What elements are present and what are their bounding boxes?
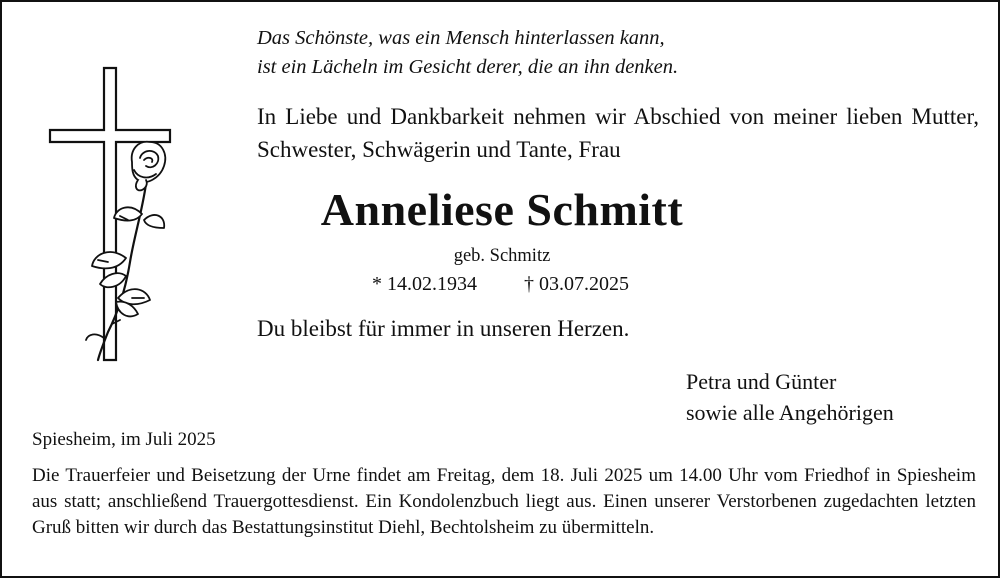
service-details: Die Trauerfeier und Beisetzung der Urne findet am Freitag, dem 18. Juli 2025 um 14.00 Uhr vom Friedhof in Spiesheim aus statt; anschließend Trauergottesdienst. Ein Kondolenzbuch liegt aus. Einen unserer Verstorbenen zugedachten letzten Gruß bitten wir durch das Bestattungsinstitut Diehl, Bechtolsheim zu übermitteln. — [32, 465, 976, 538]
family-line-1: Petra und Günter — [686, 369, 837, 394]
family-line-2: sowie alle Angehörigen — [686, 400, 894, 425]
place-and-date: Spiesheim, im Juli 2025 — [32, 429, 216, 450]
motto-line-1: Das Schönste, was ein Mensch hinterlassen kann, — [257, 27, 665, 49]
farewell-line: Du bleibst für immer in unseren Herzen. — [257, 316, 630, 341]
motto-quote — [257, 24, 678, 82]
birth-date: * 14.02.1934 — [372, 273, 477, 295]
motto-line-2: ist ein Lächeln im Gesicht derer, die an ihn denken. — [257, 56, 679, 78]
intro-text: In Liebe und Dankbarkeit nehmen wir Abschied von meiner lieben Mutter, Schwester, Schwägerin und Tante, Frau — [257, 104, 979, 162]
family-signature — [686, 366, 894, 428]
death-date: † 03.07.2025 — [524, 273, 629, 295]
deceased-name: Anneliese Schmitt — [320, 184, 684, 235]
birth-name: geb. Schmitz — [453, 246, 551, 266]
